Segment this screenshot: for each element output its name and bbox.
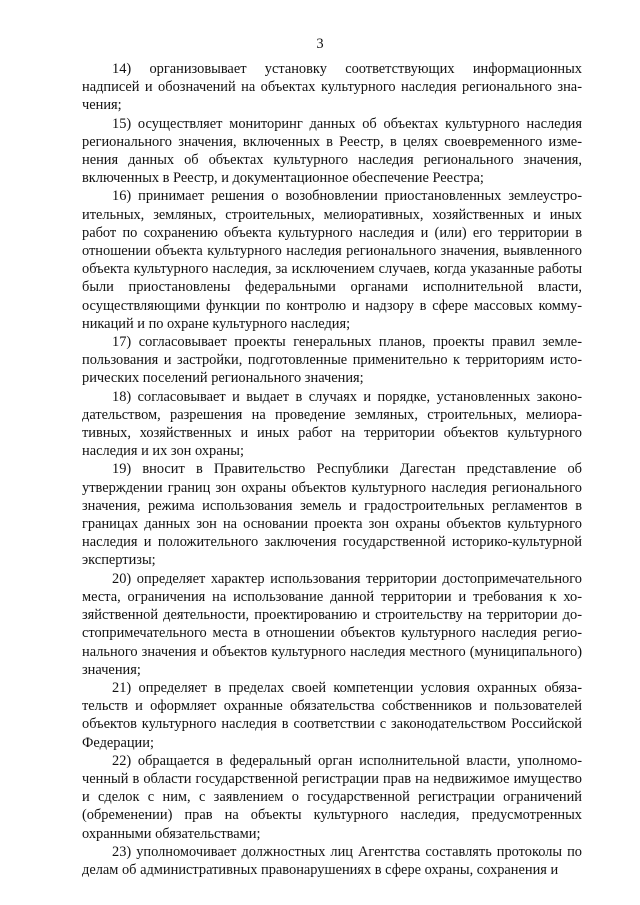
paragraph-item-15: 15) осуществляет мониторинг данных об объектах культурного наследия регионального значения, включенных в Реестр, в целях своевременного изменения данных об объектах культурного наследия регионального значения, включенных в Реестр, и документационное обеспечение Реестра; <box>82 115 582 187</box>
paragraph-item-23: 23) уполномочивает должностных лиц Агентства составлять протоколы по делам об административных правонарушениях в сфере охраны, сохранения и <box>82 843 582 878</box>
paragraph-item-16: 16) принимает решения о возобновлении приостановленных землеустроительных, земляных, строительных, мелиоративных, хозяйственных и иных работ по сохранению объекта культурного наследия и (или) его территории в отношении объекта культурного наследия регионального значения, выявленного объекта культурного наследия, за исключением случаев, когда указанные работы были приостановлены федеральными органами исполнительной власти, осуществляющими функции по контролю и надзору в сфере массовых коммуникаций и по охране культурного наследия; <box>82 188 582 332</box>
paragraph-item-18: 18) согласовывает и выдает в случаях и порядке, установленных законодательством, разрешения на проведение земляных, строительных, мелиоративных, хозяйственных и иных работ на территории объектов культурного наследия и их зон охраны; <box>82 388 582 460</box>
paragraph-item-20: 20) определяет характер использования территории достопримечательного места, ограничения на использование данной территории и требования к хозяйственной деятельности, проектированию и строительству на территории достопримечательного места в отношении объектов культурного наследия регионального значения и объектов культурного наследия местного (муниципального) значения; <box>82 570 582 678</box>
paragraph-item-17: 17) согласовывает проекты генеральных планов, проекты правил землепользования и застройки, подготовленные применительно к территориям исторических поселений регионального значения; <box>82 334 582 387</box>
paragraph-item-19: 19) вносит в Правительство Республики Дагестан представление об утверждении границ зон охраны объектов культурного наследия регионального значения, режима использования земель и градостроительных регламентов в границах данных зон на основании проекта зон охраны объектов культурного наследия и положительного заключения государственной историко-культурной экспертизы; <box>82 461 582 569</box>
document-body <box>82 60 582 879</box>
paragraph-item-21: 21) определяет в пределах своей компетенции условия охранных обязательств и оформляет охранные обязательства собственников и пользователей объектов культурного наследия в соответствии с законодательством Российской Федерации; <box>82 679 582 751</box>
paragraph-item-22: 22) обращается в федеральный орган исполнительной власти, уполномоченный в области государственной регистрации прав на недвижимое имущество и сделок с ним, с заявлением о государственной регистрации ограничений (обременении) прав на объекты культурного наследия, предусмотренных охранными обязательствами; <box>82 752 582 842</box>
paragraph-item-14: 14) организовывает установку соответствующих информационных надписей и обозначений на объектах культурного наследия регионального значения; <box>82 61 582 114</box>
page-number: 3 <box>316 36 324 52</box>
